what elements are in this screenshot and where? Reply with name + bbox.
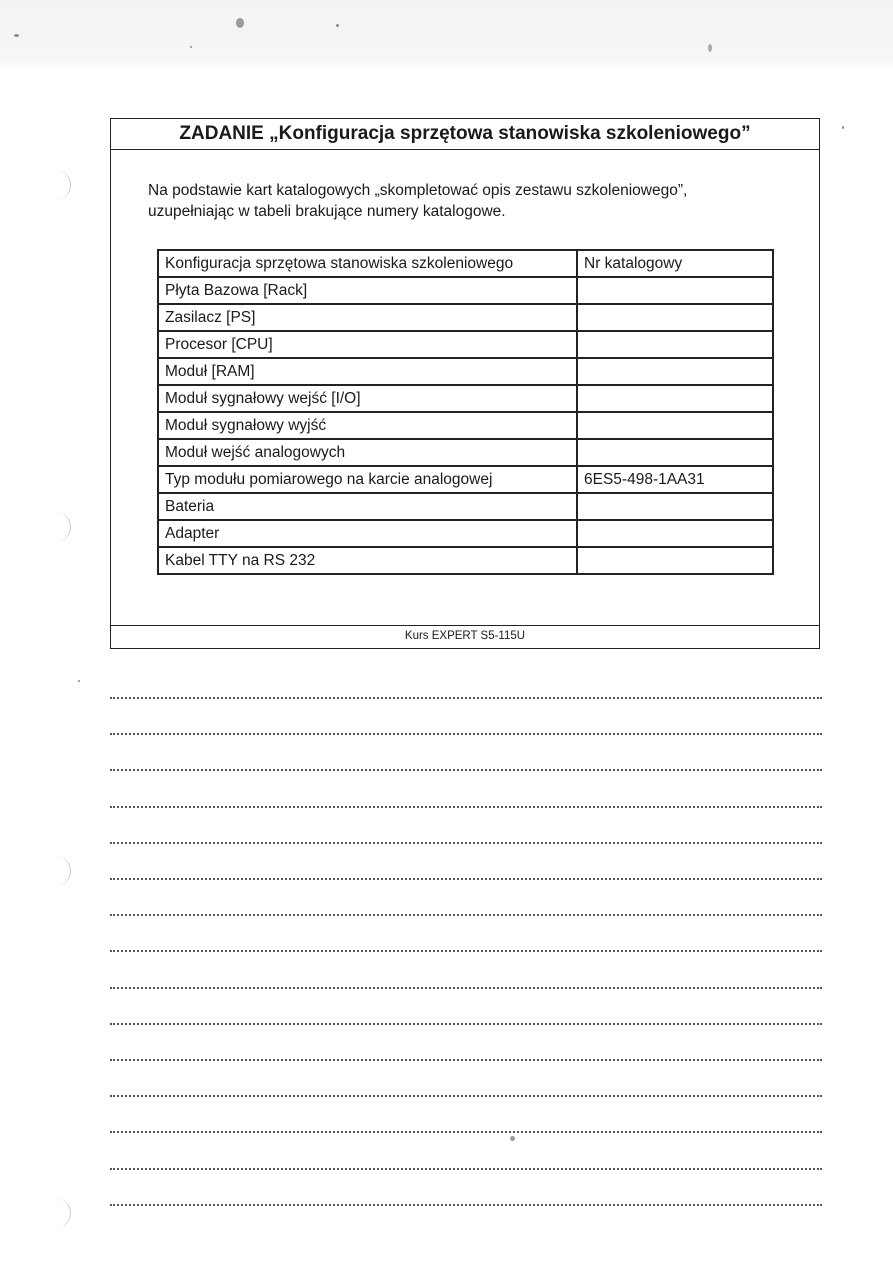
answer-line — [110, 697, 822, 699]
scan-speck — [78, 680, 80, 682]
punch-hole — [46, 512, 71, 542]
table-row — [158, 385, 773, 412]
answer-line — [110, 1204, 822, 1206]
instruction-line-2: uzupełniając w tabeli brakujące numery katalogowe. — [148, 203, 506, 220]
catalog-number-cell[interactable] — [577, 412, 773, 439]
answer-line — [110, 914, 822, 916]
catalog-number-cell[interactable] — [577, 304, 773, 331]
table-row — [158, 466, 773, 493]
table-row — [158, 547, 773, 574]
answer-line — [110, 806, 822, 808]
course-footer: Kurs EXPERT S5-115U — [111, 625, 819, 648]
component-name-cell: Kabel TTY na RS 232 — [158, 547, 577, 574]
answer-line — [110, 842, 822, 844]
catalog-number-cell[interactable] — [577, 385, 773, 412]
answer-line — [110, 733, 822, 735]
answer-line — [110, 1168, 822, 1170]
scan-speck — [510, 1136, 515, 1141]
punch-hole — [46, 1198, 71, 1228]
table-header-row — [158, 250, 773, 277]
catalog-number-cell[interactable] — [577, 358, 773, 385]
instruction-line-1: Na podstawie kart katalogowych „skompletować opis zestawu szkoleniowego”, — [148, 182, 688, 199]
scan-shadow — [0, 0, 893, 72]
catalog-table — [157, 249, 774, 575]
catalog-number-cell[interactable] — [577, 493, 773, 520]
answer-line — [110, 987, 822, 989]
scan-speck — [236, 18, 244, 28]
answer-line — [110, 950, 822, 952]
task-title: ZADANIE „Konfiguracja sprzętowa stanowiska szkoleniowego” — [111, 119, 819, 150]
scan-speck — [708, 44, 712, 52]
answer-line — [110, 1023, 822, 1025]
component-name-cell: Moduł sygnałowy wyjść — [158, 412, 577, 439]
punch-hole — [46, 856, 71, 886]
scan-speck — [190, 46, 192, 48]
punch-hole — [46, 170, 71, 200]
component-name-cell: Zasilacz [PS] — [158, 304, 577, 331]
catalog-number-cell[interactable] — [577, 520, 773, 547]
table-row — [158, 277, 773, 304]
column-header-configuration: Konfiguracja sprzętowa stanowiska szkoleniowego — [158, 250, 577, 277]
answer-line — [110, 769, 822, 771]
answer-line — [110, 878, 822, 880]
table-row — [158, 520, 773, 547]
catalog-number-cell[interactable] — [577, 439, 773, 466]
catalog-number-cell[interactable]: 6ES5-498-1AA31 — [577, 466, 773, 493]
component-name-cell: Bateria — [158, 493, 577, 520]
task-box — [110, 118, 820, 649]
scan-speck — [842, 126, 844, 129]
scan-speck — [336, 24, 339, 27]
table-row — [158, 331, 773, 358]
table-row — [158, 493, 773, 520]
catalog-number-cell[interactable] — [577, 547, 773, 574]
table-row — [158, 439, 773, 466]
column-header-catalog-number: Nr katalogowy — [577, 250, 773, 277]
component-name-cell: Moduł [RAM] — [158, 358, 577, 385]
component-name-cell: Moduł sygnałowy wejść [I/O] — [158, 385, 577, 412]
table-row — [158, 412, 773, 439]
answer-line — [110, 1131, 822, 1133]
component-name-cell: Typ modułu pomiarowego na karcie analogowej — [158, 466, 577, 493]
scan-speck — [14, 34, 19, 37]
answer-line — [110, 1059, 822, 1061]
task-instructions — [148, 180, 788, 222]
catalog-number-cell[interactable] — [577, 331, 773, 358]
table-row — [158, 304, 773, 331]
catalog-number-cell[interactable] — [577, 277, 773, 304]
table-row — [158, 358, 773, 385]
component-name-cell: Procesor [CPU] — [158, 331, 577, 358]
answer-line — [110, 1095, 822, 1097]
component-name-cell: Moduł wejść analogowych — [158, 439, 577, 466]
component-name-cell: Płyta Bazowa [Rack] — [158, 277, 577, 304]
component-name-cell: Adapter — [158, 520, 577, 547]
